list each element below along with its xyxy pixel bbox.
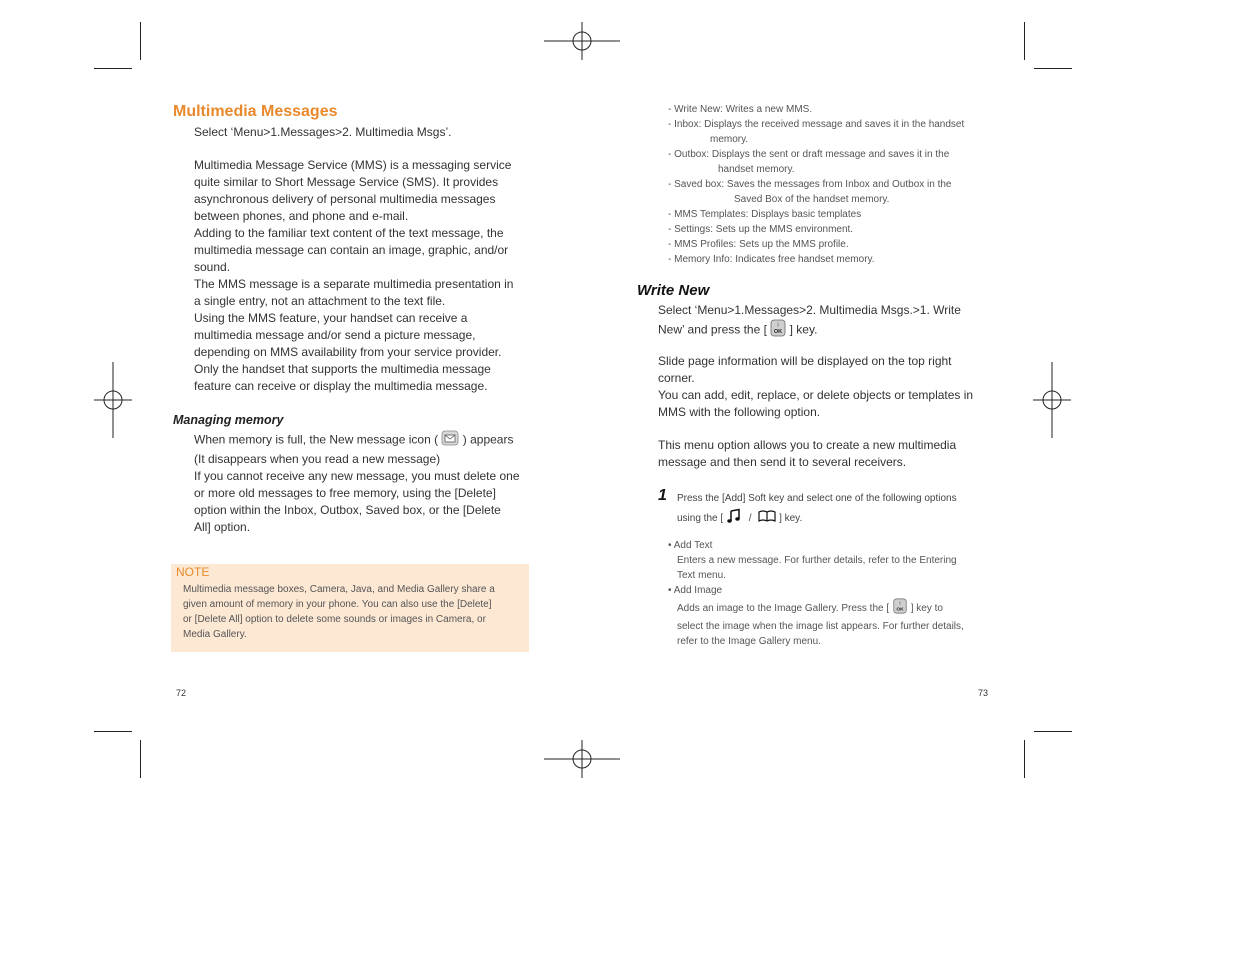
list-item: - Saved box: Saves the messages from Inbox and Outbox in the [668, 179, 952, 190]
list-item: - Outbox: Displays the sent or draft message and saves it in the [668, 149, 950, 160]
section-subtitle: Managing memory [173, 413, 284, 427]
registration-mark-top [544, 22, 620, 60]
music-note-icon [726, 508, 742, 529]
text-line: (It disappears when you read a new message) [194, 452, 441, 466]
text-line: depending on MMS availability from your service provider. [194, 345, 502, 359]
text-line: corner. [658, 371, 695, 385]
list-item: - MMS Profiles: Sets up the MMS profile. [668, 239, 849, 250]
add-options-list [668, 538, 1008, 649]
text-line: Multimedia message boxes, Camera, Java, and Media Gallery share a [183, 584, 495, 595]
text-fragment: ] key. [779, 513, 803, 525]
text-line: Using the MMS feature, your handset can receive a [194, 311, 468, 325]
list-item-continuation: memory. [710, 134, 749, 145]
text-fragment: using the [ [677, 513, 724, 525]
text-fragment: ) appears [462, 432, 514, 447]
text-line: given amount of memory in your phone. You can also use the [Delete] [183, 599, 492, 610]
list-item: - MMS Templates: Displays basic templates [668, 209, 862, 220]
ok-key-icon [892, 598, 908, 619]
text-line: message and then send it to several receivers. [658, 455, 907, 469]
text-line: Select ‘Menu>1.Messages>2. Multimedia Msgs.>1. Write [658, 303, 961, 317]
section-title: Write New [637, 282, 710, 299]
intro-text: Select ‘Menu>1.Messages>2. Multimedia Msgs’. [194, 125, 452, 139]
registration-mark-bottom [544, 740, 620, 778]
note-box [171, 564, 529, 652]
svg-text:i: i [899, 600, 901, 606]
text-line: between phones, and phone and e-mail. [194, 209, 409, 223]
list-item: • Add Text [668, 540, 713, 551]
slide-info-text [658, 353, 998, 421]
text-fragment: ] key. [789, 322, 818, 337]
registration-mark-right [1033, 362, 1071, 438]
text-line: quite similar to Short Message Service (SMS). It provides [194, 175, 499, 189]
text-line: option within the Inbox, Outbox, Saved box, or the [Delete [194, 503, 501, 517]
text-line: Adding to the familiar text content of the text message, the [194, 226, 504, 240]
text-line: or more old messages to free memory, using the [Delete] [194, 486, 496, 500]
list-item-description: Text menu. [677, 570, 726, 581]
menu-option-text [658, 437, 998, 471]
text-line: This menu option allows you to create a new multimedia [658, 438, 957, 452]
text-line: The MMS message is a separate multimedia presentation in [194, 277, 514, 291]
text-line: multimedia message can contain an image, graphic, and/or [194, 243, 509, 257]
list-item-description [668, 598, 1008, 619]
page-title: Multimedia Messages [173, 103, 338, 120]
list-item: • Add Image [668, 585, 723, 596]
text-line: multimedia message and/or send a picture message, [194, 328, 476, 342]
registration-mark-left [94, 362, 132, 438]
text-fragment: New’ and press the [ [658, 322, 767, 337]
note-text [183, 582, 528, 642]
text-line: Slide page information will be displayed on the top right [658, 354, 952, 368]
list-item-description: Enters a new message. For further details, refer to the Entering [677, 555, 957, 566]
page-number: 73 [978, 688, 989, 698]
list-item-continuation: handset memory. [718, 164, 795, 175]
svg-text:OK: OK [774, 329, 783, 335]
text-line: All] option. [194, 520, 251, 534]
mms-menu-list [668, 102, 1008, 267]
text-line: asynchronous delivery of personal multimedia messages [194, 192, 496, 206]
text-line [658, 319, 998, 342]
text-line: Only the handset that supports the multimedia message [194, 362, 491, 376]
text-line: Press the [Add] Soft key and select one of the following options [677, 493, 957, 504]
text-line: Multimedia Message Service (MMS) is a messaging service [194, 158, 512, 172]
new-message-icon [441, 430, 459, 451]
text-fragment: When memory is full, the New message icon ( [194, 432, 439, 447]
list-item-description: refer to the Image Gallery menu. [677, 636, 821, 647]
text-fragment: / [748, 513, 752, 525]
svg-text:OK: OK [896, 607, 904, 613]
text-line: sound. [194, 260, 231, 274]
text-line [677, 508, 1007, 529]
svg-text:i: i [777, 322, 779, 329]
text-line: If you cannot receive any new message, you must delete one [194, 469, 520, 483]
list-item: - Inbox: Displays the received message and saves it in the handset [668, 119, 965, 130]
list-item: - Write New: Writes a new MMS. [668, 104, 813, 115]
text-line: You can add, edit, replace, or delete objects or templates in [658, 388, 974, 402]
text-line: a single entry, not an attachment to the text file. [194, 294, 446, 308]
write-new-instructions [658, 302, 998, 342]
memory-text [194, 430, 534, 536]
step-text [677, 491, 1007, 529]
text-line: Media Gallery. [183, 629, 247, 640]
mms-description [194, 157, 534, 395]
list-item: - Memory Info: Indicates free handset memory. [668, 254, 875, 265]
note-title: NOTE [176, 565, 210, 579]
list-item: - Settings: Sets up the MMS environment. [668, 224, 854, 235]
text-line: MMS with the following option. [658, 405, 821, 419]
book-icon [758, 509, 776, 528]
list-item-continuation: Saved Box of the handset memory. [734, 194, 890, 205]
text-line: or [Delete All] option to delete some sounds or images in Camera, or [183, 614, 486, 625]
text-line: feature can receive or display the multimedia message. [194, 379, 488, 393]
list-item-description: select the image when the image list appears. For further details, [677, 621, 964, 632]
ok-key-icon [770, 319, 786, 342]
page-number: 72 [176, 688, 187, 698]
step-number: 1 [658, 487, 667, 504]
text-fragment: Adds an image to the Image Gallery. Press the [ [677, 603, 890, 615]
text-line [194, 430, 534, 451]
text-fragment: ] key to [910, 603, 943, 615]
